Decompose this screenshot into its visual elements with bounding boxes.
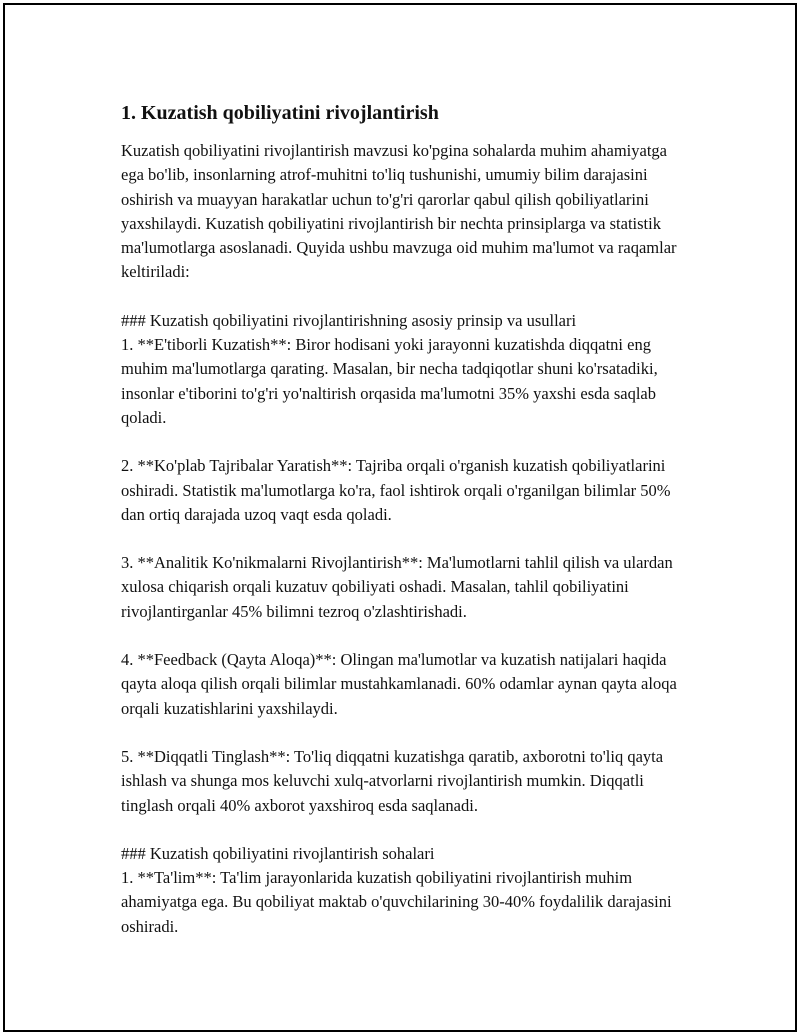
list-item-paragraph: 5. **Diqqatli Tinglash**: To'liq diqqatni kuzatishga qaratib, axborotni to'liq qayta ishlash va shunga mos keluvchi xulq-atvorlarni rivojlantirish mumkin. Diqqatli tinglash orqali 40% axborot yaxshiroq esda saqlanadi. xyxy=(121,746,664,815)
list-item-paragraph: 3. **Analitik Ko'nikmalarni Rivojlantirish**: Ma'lumotlarni tahlil qilish va ulardan xulosa chiqarish orqali kuzatuv qobiliyati oshadi. Masalan, tahlil qobiliyatini rivojlantirganlar 45% bilimni tezroq o'zlashtirishadi. xyxy=(121,553,673,621)
section-principles-paragraph: ### Kuzatish qobiliyatini rivojlantirishning asosiy prinsip va usullari 1. **E'tiborli Kuzatish**: Biror hodisani yoki jarayonni kuzatishda diqqatni eng muhim ma'lumotlarga qarating. Masalan, bir necha tadqiqotlar shuni ko'rsatadiki, insonlar e'tiborini to'g'ri yo'naltirish orqasida ma'lumotni 35% yaxshi esda saqlab qoladi. xyxy=(121,310,658,427)
list-item-paragraph: 2. **Ko'plab Tajribalar Yaratish**: Tajriba orqali o'rganish kuzatish qobiliyatlarini oshiradi. Statistik ma'lumotlarga ko'ra, faol ishtirok orqali o'rganilgan bilimlar 50% dan ortiq darajada uzoq vaqt esda qoladi. xyxy=(121,456,671,524)
document-body xyxy=(121,99,691,939)
document-page xyxy=(3,3,797,1032)
intro-paragraph: Kuzatish qobiliyatini rivojlantirish mavzusi ko'pgina sohalarda muhim ahamiyatga ega bo'lib, insonlarning atrof-muhitni to'liq tushunishi, umumiy bilim darajasini oshirish va muayyan harakatlar uchun to'g'ri qarorlar qabul qilish qobiliyatlarini yaxshilaydi. Kuzatish qobiliyatini rivojlantirish bir nechta prinsiplarga va statistik ma'lumotlarga asoslanadi. Quyida ushbu mavzuga oid muhim ma'lumot va raqamlar keltiriladi: xyxy=(121,141,677,282)
document-title: 1. Kuzatish qobiliyatini rivojlantirish xyxy=(121,102,439,124)
list-item-paragraph: 4. **Feedback (Qayta Aloqa)**: Olingan ma'lumotlar va kuzatish natijalari haqida qayta aloqa qilish orqali bilimlar mustahkamlanadi. 60% odamlar aynan qayta aloqa orqali kuzatishlarini yaxshilaydi. xyxy=(121,650,677,718)
section-areas-paragraph: ### Kuzatish qobiliyatini rivojlantirish sohalari 1. **Ta'lim**: Ta'lim jarayonlarida kuzatish qobiliyatini rivojlantirish muhim ahamiyatga ega. Bu qobiliyat maktab o'quvchilarining 30-40% foydalilik darajasini oshiradi. xyxy=(121,843,672,936)
